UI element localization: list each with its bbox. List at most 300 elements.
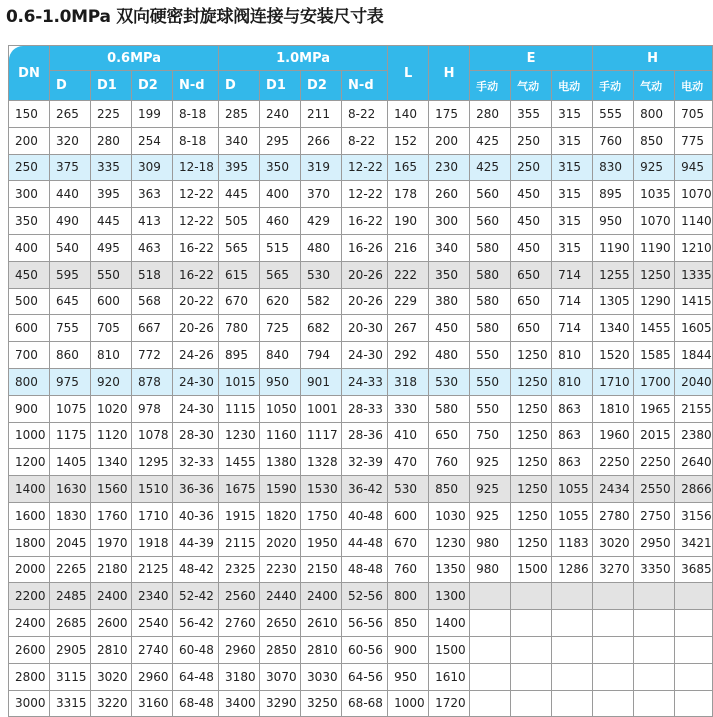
table-cell: 1250 [511, 529, 552, 556]
table-cell: 36-36 [173, 476, 219, 503]
table-cell: 1335 [675, 261, 713, 288]
dn-cell: 1200 [9, 449, 50, 476]
table-cell: 1415 [675, 288, 713, 315]
table-cell: 2905 [50, 636, 91, 663]
table-cell [552, 583, 593, 610]
dn-cell: 2600 [9, 636, 50, 663]
table-cell: 1250 [511, 368, 552, 395]
table-cell: 1290 [634, 288, 675, 315]
table-cell: 1305 [593, 288, 634, 315]
table-row [9, 476, 713, 503]
table-cell: 315 [552, 154, 593, 181]
table-cell: 714 [552, 261, 593, 288]
table-cell: 175 [429, 101, 470, 128]
table-cell: 340 [429, 234, 470, 261]
table-cell [470, 663, 511, 690]
table-cell [511, 636, 552, 663]
table-cell: 1250 [511, 395, 552, 422]
table-cell: 925 [634, 154, 675, 181]
table-cell: 20-26 [342, 261, 388, 288]
table-cell: 760 [388, 556, 429, 583]
table-cell: 24-26 [173, 342, 219, 369]
table-cell: 863 [552, 449, 593, 476]
table-cell: 44-48 [342, 529, 388, 556]
table-cell [675, 583, 713, 610]
header-h-manual: 手动 [593, 71, 634, 101]
table-cell: 200 [429, 127, 470, 154]
table-cell: 2610 [301, 610, 342, 637]
table-cell: 1605 [675, 315, 713, 342]
table-cell: 1340 [593, 315, 634, 342]
table-cell: 1035 [634, 181, 675, 208]
table-cell: 3156 [675, 502, 713, 529]
table-cell: 2750 [634, 502, 675, 529]
table-cell: 152 [388, 127, 429, 154]
table-row [9, 127, 713, 154]
table-cell [593, 663, 634, 690]
table-cell: 250 [511, 154, 552, 181]
table-cell: 460 [260, 208, 301, 235]
table-cell: 315 [552, 101, 593, 128]
table-cell: 772 [132, 342, 173, 369]
table-cell: 350 [429, 261, 470, 288]
table-cell: 315 [552, 234, 593, 261]
table-cell: 780 [219, 315, 260, 342]
table-cell: 24-30 [173, 395, 219, 422]
table-cell: 925 [470, 449, 511, 476]
table-cell: 318 [388, 368, 429, 395]
table-cell: 319 [301, 154, 342, 181]
table-cell: 8-18 [173, 101, 219, 128]
table-cell: 1070 [675, 181, 713, 208]
table-cell: 429 [301, 208, 342, 235]
table-cell: 1160 [260, 422, 301, 449]
dn-cell: 250 [9, 154, 50, 181]
table-cell: 2230 [260, 556, 301, 583]
table-cell: 2950 [634, 529, 675, 556]
table-cell: 670 [219, 288, 260, 315]
dn-cell: 700 [9, 342, 50, 369]
table-cell: 714 [552, 315, 593, 342]
table-cell: 1520 [593, 342, 634, 369]
table-cell: 413 [132, 208, 173, 235]
table-cell: 1500 [511, 556, 552, 583]
table-cell: 518 [132, 261, 173, 288]
header-06-d: D [50, 71, 91, 101]
header-e-electric: 电动 [552, 71, 593, 101]
table-cell: 1970 [91, 529, 132, 556]
table-cell: 810 [552, 342, 593, 369]
table-cell [634, 636, 675, 663]
table-cell: 850 [388, 610, 429, 637]
table-cell: 480 [429, 342, 470, 369]
table-cell: 1250 [511, 502, 552, 529]
table-row [9, 234, 713, 261]
table-cell: 950 [260, 368, 301, 395]
table-cell: 16-22 [173, 234, 219, 261]
table-cell: 2866 [675, 476, 713, 503]
table-cell: 32-39 [342, 449, 388, 476]
table-cell: 3685 [675, 556, 713, 583]
table-cell: 1030 [429, 502, 470, 529]
table-cell: 1720 [429, 690, 470, 717]
dn-cell: 2400 [9, 610, 50, 637]
table-cell: 2540 [132, 610, 173, 637]
table-cell: 370 [301, 181, 342, 208]
table-cell: 178 [388, 181, 429, 208]
table-cell: 1455 [634, 315, 675, 342]
table-cell: 650 [511, 315, 552, 342]
table-cell [552, 636, 593, 663]
table-cell: 190 [388, 208, 429, 235]
table-cell: 225 [91, 101, 132, 128]
table-cell: 1510 [132, 476, 173, 503]
table-cell: 24-30 [173, 368, 219, 395]
table-cell: 550 [91, 261, 132, 288]
header-group-1-0mpa: 1.0MPa [219, 46, 388, 71]
table-cell: 16-22 [342, 208, 388, 235]
table-cell: 3290 [260, 690, 301, 717]
table-cell: 495 [91, 234, 132, 261]
table-cell: 1350 [429, 556, 470, 583]
table-cell: 330 [388, 395, 429, 422]
table-cell: 505 [219, 208, 260, 235]
table-cell: 550 [470, 368, 511, 395]
table-cell: 1710 [132, 502, 173, 529]
header-h-pneumatic: 气动 [634, 71, 675, 101]
table-cell: 1255 [593, 261, 634, 288]
dn-cell: 3000 [9, 690, 50, 717]
table-cell: 1230 [429, 529, 470, 556]
table-cell: 12-22 [173, 181, 219, 208]
dn-cell: 400 [9, 234, 50, 261]
table-cell: 1078 [132, 422, 173, 449]
table-cell: 950 [593, 208, 634, 235]
table-cell [593, 610, 634, 637]
table-cell: 515 [260, 234, 301, 261]
header-group-0-6mpa: 0.6MPa [50, 46, 219, 71]
table-cell: 560 [470, 181, 511, 208]
table-cell: 260 [429, 181, 470, 208]
table-cell: 2015 [634, 422, 675, 449]
table-cell: 1918 [132, 529, 173, 556]
table-cell: 550 [470, 342, 511, 369]
table-cell: 470 [388, 449, 429, 476]
table-cell: 266 [301, 127, 342, 154]
table-cell: 280 [91, 127, 132, 154]
table-cell: 650 [511, 288, 552, 315]
table-cell: 2250 [593, 449, 634, 476]
table-cell: 667 [132, 315, 173, 342]
table-cell: 440 [50, 181, 91, 208]
table-cell: 2685 [50, 610, 91, 637]
table-cell: 1960 [593, 422, 634, 449]
table-cell: 1050 [260, 395, 301, 422]
dn-cell: 150 [9, 101, 50, 128]
table-cell: 52-56 [342, 583, 388, 610]
table-cell: 2265 [50, 556, 91, 583]
table-cell: 44-39 [173, 529, 219, 556]
table-cell: 16-22 [173, 261, 219, 288]
table-cell: 1915 [219, 502, 260, 529]
table-cell: 267 [388, 315, 429, 342]
table-cell: 450 [511, 181, 552, 208]
table-cell: 140 [388, 101, 429, 128]
table-cell: 580 [470, 261, 511, 288]
table-cell [511, 663, 552, 690]
table-cell: 3315 [50, 690, 91, 717]
table-cell: 1530 [301, 476, 342, 503]
table-cell: 28-36 [342, 422, 388, 449]
dn-cell: 500 [9, 288, 50, 315]
table-cell: 3020 [593, 529, 634, 556]
dn-cell: 450 [9, 261, 50, 288]
table-cell [470, 583, 511, 610]
table-cell: 1000 [388, 690, 429, 717]
table-row [9, 556, 713, 583]
dn-cell: 2200 [9, 583, 50, 610]
table-cell: 775 [675, 127, 713, 154]
table-cell: 580 [470, 288, 511, 315]
table-row [9, 368, 713, 395]
table-cell: 760 [593, 127, 634, 154]
table-cell: 12-22 [173, 208, 219, 235]
table-cell: 12-18 [173, 154, 219, 181]
table-header [9, 46, 713, 101]
table-cell: 2485 [50, 583, 91, 610]
table-cell: 1590 [260, 476, 301, 503]
table-row [9, 154, 713, 181]
table-cell: 2115 [219, 529, 260, 556]
table-cell: 56-56 [342, 610, 388, 637]
table-cell: 840 [260, 342, 301, 369]
table-cell: 480 [301, 234, 342, 261]
table-cell [634, 610, 675, 637]
table-cell: 794 [301, 342, 342, 369]
table-cell: 1055 [552, 476, 593, 503]
table-cell: 20-30 [342, 315, 388, 342]
table-cell: 580 [429, 395, 470, 422]
table-row [9, 261, 713, 288]
header-10-nd: N-d [342, 71, 388, 101]
table-cell: 2150 [301, 556, 342, 583]
table-cell: 1175 [50, 422, 91, 449]
table-cell: 315 [552, 181, 593, 208]
table-cell: 1286 [552, 556, 593, 583]
table-cell [511, 583, 552, 610]
table-cell: 300 [429, 208, 470, 235]
table-cell: 280 [470, 101, 511, 128]
table-cell: 240 [260, 101, 301, 128]
table-cell: 920 [91, 368, 132, 395]
table-cell [593, 636, 634, 663]
table-row [9, 610, 713, 637]
table-cell: 1405 [50, 449, 91, 476]
table-cell: 714 [552, 288, 593, 315]
table-cell [675, 636, 713, 663]
table-cell: 615 [219, 261, 260, 288]
table-cell: 1055 [552, 502, 593, 529]
table-cell: 725 [260, 315, 301, 342]
table-cell: 1075 [50, 395, 91, 422]
table-cell: 230 [429, 154, 470, 181]
dn-cell: 1800 [9, 529, 50, 556]
dn-cell: 1400 [9, 476, 50, 503]
table-cell: 2250 [634, 449, 675, 476]
table-cell: 2400 [91, 583, 132, 610]
table-cell: 2810 [91, 636, 132, 663]
table-cell: 48-48 [342, 556, 388, 583]
table-row [9, 101, 713, 128]
header-10-d1: D1 [260, 71, 301, 101]
table-cell: 1400 [429, 610, 470, 637]
table-cell: 229 [388, 288, 429, 315]
table-cell: 800 [388, 583, 429, 610]
table-cell: 945 [675, 154, 713, 181]
table-cell: 1183 [552, 529, 593, 556]
table-cell: 395 [91, 181, 132, 208]
table-cell: 3400 [219, 690, 260, 717]
header-06-d1: D1 [91, 71, 132, 101]
table-cell: 3220 [91, 690, 132, 717]
table-cell: 1190 [634, 234, 675, 261]
dn-cell: 1000 [9, 422, 50, 449]
table-cell: 2640 [675, 449, 713, 476]
table-cell [552, 663, 593, 690]
table-cell: 1250 [511, 449, 552, 476]
table-cell: 1015 [219, 368, 260, 395]
table-cell: 2810 [301, 636, 342, 663]
table-cell: 320 [50, 127, 91, 154]
table-cell: 2760 [219, 610, 260, 637]
table-cell: 580 [470, 315, 511, 342]
table-cell [511, 690, 552, 717]
table-cell: 24-30 [342, 342, 388, 369]
table-row [9, 449, 713, 476]
table-cell: 315 [552, 208, 593, 235]
table-cell: 36-42 [342, 476, 388, 503]
table-cell: 1140 [675, 208, 713, 235]
table-cell: 2380 [675, 422, 713, 449]
table-cell: 490 [50, 208, 91, 235]
table-cell: 750 [470, 422, 511, 449]
table-cell: 2020 [260, 529, 301, 556]
table-cell: 1001 [301, 395, 342, 422]
table-cell: 1120 [91, 422, 132, 449]
table-cell: 68-68 [342, 690, 388, 717]
table-cell: 1380 [260, 449, 301, 476]
dn-cell: 2800 [9, 663, 50, 690]
table-cell: 2960 [219, 636, 260, 663]
table-cell: 8-18 [173, 127, 219, 154]
table-cell: 705 [91, 315, 132, 342]
table-cell: 1455 [219, 449, 260, 476]
table-cell: 878 [132, 368, 173, 395]
table-cell: 580 [470, 234, 511, 261]
table-cell: 3180 [219, 663, 260, 690]
table-cell: 810 [91, 342, 132, 369]
table-cell: 1500 [429, 636, 470, 663]
table-cell: 540 [50, 234, 91, 261]
table-cell: 425 [470, 127, 511, 154]
table-cell: 3421 [675, 529, 713, 556]
table-cell: 32-33 [173, 449, 219, 476]
table-cell [675, 610, 713, 637]
table-cell: 565 [219, 234, 260, 261]
dn-cell: 900 [9, 395, 50, 422]
table-cell: 1250 [511, 342, 552, 369]
table-cell: 60-56 [342, 636, 388, 663]
table-cell [593, 690, 634, 717]
header-e-manual: 手动 [470, 71, 511, 101]
table-cell: 340 [219, 127, 260, 154]
table-cell: 410 [388, 422, 429, 449]
table-cell: 380 [429, 288, 470, 315]
table-cell: 925 [470, 502, 511, 529]
table-cell: 650 [511, 261, 552, 288]
dimension-table [8, 45, 713, 717]
table-cell: 850 [429, 476, 470, 503]
table-cell: 2045 [50, 529, 91, 556]
header-10-d2: D2 [301, 71, 342, 101]
table-cell: 12-22 [342, 181, 388, 208]
table-cell: 582 [301, 288, 342, 315]
table-cell [634, 583, 675, 610]
table-cell: 285 [219, 101, 260, 128]
table-cell: 1760 [91, 502, 132, 529]
header-06-nd: N-d [173, 71, 219, 101]
table-cell: 165 [388, 154, 429, 181]
table-cell: 1250 [511, 476, 552, 503]
table-row [9, 529, 713, 556]
table-cell: 760 [429, 449, 470, 476]
table-cell: 3350 [634, 556, 675, 583]
table-cell [675, 690, 713, 717]
table-cell: 56-42 [173, 610, 219, 637]
table-cell [470, 636, 511, 663]
table-cell: 3030 [301, 663, 342, 690]
table-cell [470, 690, 511, 717]
table-row [9, 288, 713, 315]
table-cell: 24-33 [342, 368, 388, 395]
dn-cell: 200 [9, 127, 50, 154]
table-cell: 1675 [219, 476, 260, 503]
table-cell: 682 [301, 315, 342, 342]
table-cell: 335 [91, 154, 132, 181]
table-cell: 1230 [219, 422, 260, 449]
table-cell: 645 [50, 288, 91, 315]
table-cell: 530 [429, 368, 470, 395]
table-cell: 1070 [634, 208, 675, 235]
table-cell: 1115 [219, 395, 260, 422]
table-cell: 450 [511, 208, 552, 235]
table-cell: 52-42 [173, 583, 219, 610]
table-cell: 1190 [593, 234, 634, 261]
table-row [9, 208, 713, 235]
table-cell: 901 [301, 368, 342, 395]
table-cell [511, 610, 552, 637]
table-cell: 1820 [260, 502, 301, 529]
table-cell: 8-22 [342, 127, 388, 154]
table-cell: 3070 [260, 663, 301, 690]
table-cell: 863 [552, 395, 593, 422]
table-cell: 355 [511, 101, 552, 128]
table-cell: 450 [511, 234, 552, 261]
table-cell: 1020 [91, 395, 132, 422]
table-cell: 705 [675, 101, 713, 128]
header-e-pneumatic: 气动 [511, 71, 552, 101]
table-cell: 1250 [634, 261, 675, 288]
